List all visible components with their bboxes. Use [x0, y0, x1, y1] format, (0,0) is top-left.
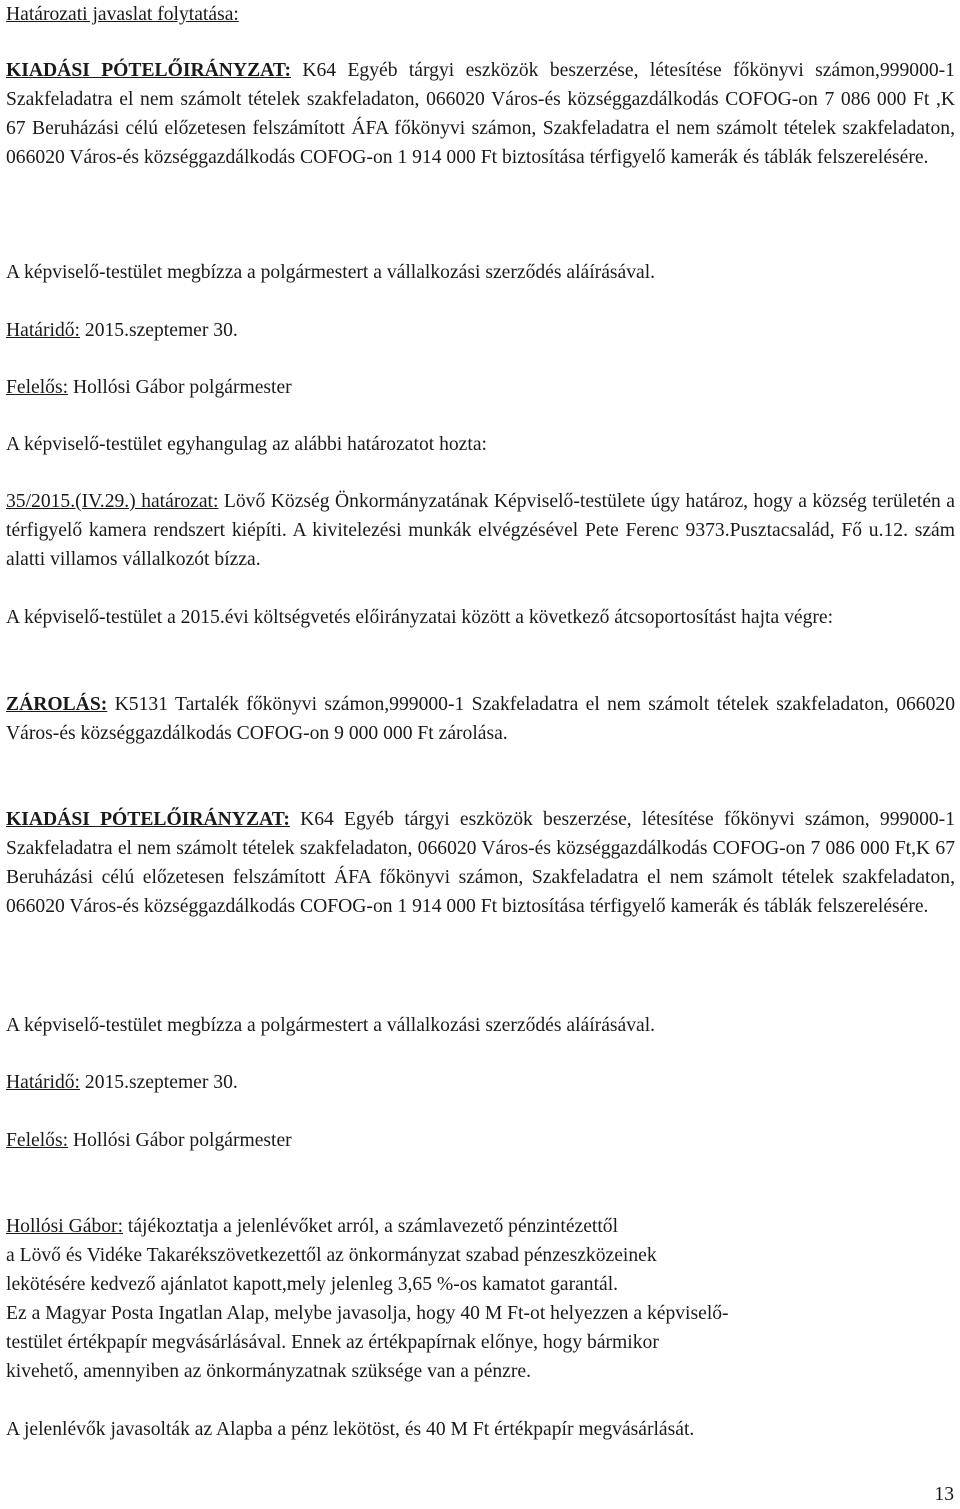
- lock-label: ZÁROLÁS:: [6, 694, 108, 715]
- info-line: Ez a Magyar Posta Ingatlan Alap, melybe javasolja, hogy 40 M Ft-ot helyezzen a képviselő-: [6, 1303, 729, 1324]
- responsible-line: [6, 373, 955, 402]
- responsible-label: Felelős:: [6, 1130, 69, 1151]
- regroup-text: A képviselő-testület a 2015.évi költségvetés előirányzatai között a következő átcsoportosítást hajta végre:: [6, 607, 834, 628]
- responsible-line: [6, 1126, 955, 1155]
- responsible-label: Felelős:: [6, 377, 69, 398]
- deadline-line: [6, 1068, 955, 1097]
- info-label: Hollósi Gábor:: [6, 1216, 124, 1237]
- info-line: [6, 1212, 955, 1241]
- closing-text: A jelenlévők javasolták az Alapba a pénz lekötöst, és 40 M Ft értékpapír megvásárlását.: [6, 1419, 695, 1440]
- page-number: 13: [934, 1484, 954, 1505]
- mandate-text: A képviselő-testület megbízza a polgármestert a vállalkozási szerződés aláírásával.: [6, 262, 656, 283]
- resolution-text: Lövő Község Önkormányzatának Képviselő-testülete úgy határoz, hogy a község területén a térfigyelő kamera rendszert kiépíti. A kivitelezési munkák elvégzésével Pete Ferenc 9373.Pusztacsalád, Fő u.12. szám alatti villamos vállalkozót bízza.: [6, 491, 955, 570]
- info-line: testület értékpapír megvásárlásával. Ennek az értékpapírnak előnye, hogy bármikor: [6, 1332, 659, 1353]
- expense-text: K64 Egyéb tárgyi eszközök beszerzése, létesítése főkönyvi számon,999000-1 Szakfeladatra el nem számolt tételek szakfeladaton, 066020 Város-és községgazdálkodás COFOG-on 7 086 000 Ft ,K 67 Beruházási célú előzetesen felszámított ÁFA főkönyvi számon, Szakfeladatra el nem számolt tételek szakfeladaton, 066020 Város-és községgazdálkodás COFOG-on 1 914 000 Ft biztosítása térfigyelő kamerák és táblák felszerelésére.: [6, 60, 955, 168]
- info-block: [6, 1212, 955, 1386]
- expense-block-2: [6, 805, 955, 921]
- lock-text: K5131 Tartalék főkönyvi számon,999000-1 Szakfeladatra el nem számolt tételek szakfeladaton, 066020 Város-és községgazdálkodás COFOG-on 9 000 000 Ft zárolása.: [6, 694, 955, 744]
- deadline-line: [6, 316, 955, 345]
- expense-text: K64 Egyéb tárgyi eszközök beszerzése, létesítése főkönyvi számon, 999000-1 Szakfeladatra el nem számolt tételek szakfeladaton, 066020 Város-és községgazdálkodás COFOG-on 7 086 000 Ft,K 67 Beruházási célú előzetesen felszámított ÁFA főkönyvi számon, Szakfeladatra el nem számolt tételek szakfeladaton, 066020 Város-és községgazdálkodás COFOG-on 1 914 000 Ft biztosítása térfigyelő kamerák és táblák felszerelésére.: [6, 809, 956, 917]
- deadline-value: 2015.szeptemer 30.: [80, 1072, 238, 1093]
- deadline-label: Határidő:: [6, 1072, 80, 1093]
- expense-label: KIADÁSI PÓTELŐIRÁNYZAT:: [6, 809, 290, 830]
- expense-label: KIADÁSI PÓTELŐIRÁNYZAT:: [6, 60, 291, 81]
- section-heading: Határozati javaslat folytatása:: [6, 4, 239, 25]
- expense-block-1: [6, 56, 955, 172]
- deadline-label: Határidő:: [6, 320, 80, 341]
- info-line: kivehető, amennyiben az önkormányzatnak szüksége van a pénzre.: [6, 1361, 532, 1382]
- vote-text: A képviselő-testület egyhangulag az alábbi határozatot hozta:: [6, 434, 487, 455]
- responsible-value: Hollósi Gábor polgármester: [68, 1130, 292, 1151]
- resolution-label: 35/2015.(IV.29.) határozat:: [6, 491, 219, 512]
- info-line: lekötésére kedvező ajánlatot kapott,mely jelenleg 3,65 %-os kamatot garantál.: [6, 1274, 619, 1295]
- deadline-value: 2015.szeptemer 30.: [80, 320, 238, 341]
- info-line-text: tájékoztatja a jelenlévőket arról, a számlavezető pénzintézettől: [123, 1216, 619, 1237]
- responsible-value: Hollósi Gábor polgármester: [68, 377, 292, 398]
- mandate-text: A képviselő-testület megbízza a polgármestert a vállalkozási szerződés aláírásával.: [6, 1015, 656, 1036]
- resolution-block: [6, 487, 955, 574]
- lock-block: [6, 690, 955, 748]
- info-line: a Lövő és Vidéke Takarékszövetkezettől az önkormányzat szabad pénzeszközeinek: [6, 1245, 657, 1266]
